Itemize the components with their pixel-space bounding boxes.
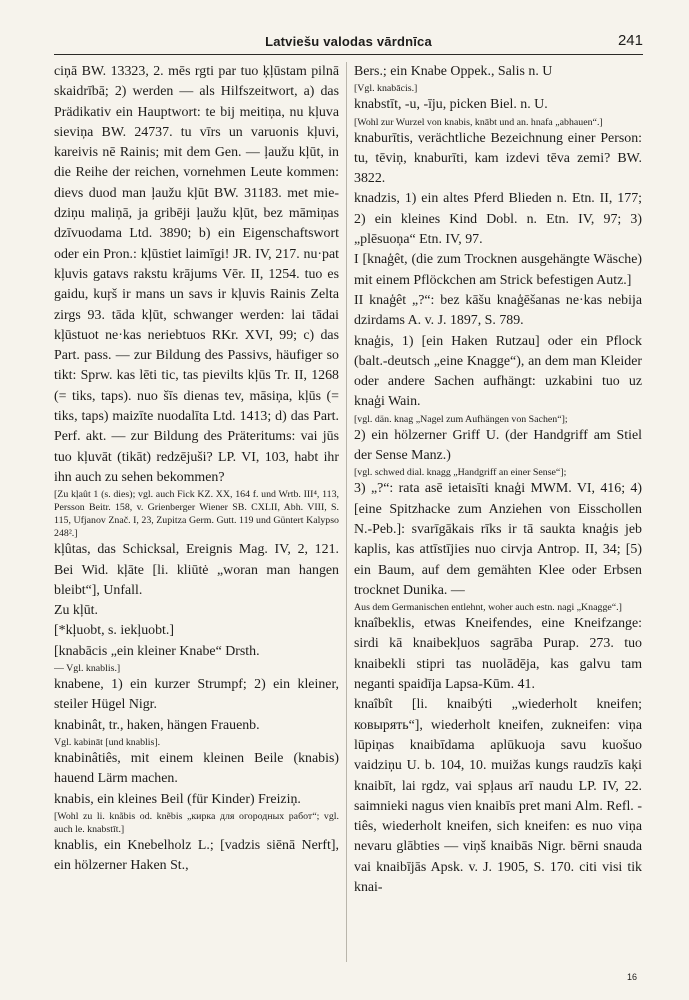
entry-kluobt: [*kļuobt, s. iekļuobt.] [54,623,174,639]
entry-knabstit-note: [Wohl zur Wurzel von knabis, knābt und an. hnafa „abhauen“.] [354,116,603,128]
entry-knabinat-note: Vgl. kabināt [und knablis]. [54,736,161,748]
entry-knabacis-note: — Vgl. knablis.] [54,663,121,675]
column-divider [346,62,347,962]
entry-klutas-ref: Zu kļūt. [54,603,98,619]
entry-knaibit: knaîbît [li. knaibýti „wiederholt kneifen; ковырять“], wiederholt kneifen, zukneifen: viņa lūpiņas knaibīdama aplūkuoja savu kuošuo vaidziņu U. b. 104, 10. muižas kungs raudzīs kaķi knaibīt, lai rgdz, vai spļaus arī naudu LP. IV, 22. saimnieki nagus vien knaibīs pret mani Alm. Refl. -tiês, wiederholt kneifen, sich kneifen: es nuo viņa nevaru glābties — viņš knaibās Nigr. bērni snauda vai knaibījās Apsk. v. J. 1905, S. 170. citi visi tik knai- [354,697,642,895]
page-number: 241 [617,32,643,49]
entry-knagis-3: 3) „?“: rata asē ietaisīti knaģi MWM. VI, 416; 4) [eine Spitzhacke zum Anziehen von Eisschollen N.-Peb.]: svarīgākais rīks ir tā saukta knaģis jeb kaplis, kas attīstījies nuo cirvja Antrop. II, 34; [5) ein Baum, auf dem gemähten Klee oder Erbsen trocknet Dunika. — [354,481,642,598]
entry-knaburitis: knaburītis, verächtliche Bezeichnung einer Person: tu, tēviņ, knaburīti, kam izdevi tēva zemi? BW. 3822. [354,130,642,187]
entry-knablis-continuation: Bers.; ein Knabe Oppek., Salis n. U [354,64,553,79]
entry-knagis-note-2: [vgl. schwed dial. knagg „Handgriff an einer Sense“]; [354,467,567,479]
entry-knabstit: knabstīt, -u, -īju, picken Biel. n. U. [354,97,548,113]
entry-knadzis: knadzis, 1) ein altes Pferd Blieden n. Etn. II, 177; 2) ein kleines Kind Dobl. n. Etn. IV, 97; 3) „plēsuoņa“ Etn. IV, 97. [354,191,642,248]
entry-knablis: knablis, ein Knebelholz L.; [vadzis siēnā Nerft], ein hölzerner Haken St., [54,837,339,874]
entry-knablis-note: [Vgl. knabācis.] [354,83,418,95]
entry-klutas: kļûtas, das Schicksal, Ereignis Mag. IV, 2, 121. Bei Wid. kļāte [li. kliūtė „woran man hangen bleibt“], Unfall. [54,542,339,598]
entry-knagis-note-1: [vgl. dän. knag „Nagel zum Aufhängen von Sachen“]; [354,413,568,425]
page-header [54,34,643,55]
etymology-note: [Zu kļaût 1 (s. dies); vgl. auch Fick KZ. XX, 164 f. und Wrtb. III⁴, 113, Persson Beitr. 158, v. Grienberger Wiener SB. CXLII, Abh. VIII, S. 115, Ufjanov Znač. I, 23, Zupitza Germ. Gutt. 119 und Güntert Kalypso 248².] [54,489,339,540]
signature-mark: 16 [626,972,637,982]
entry-knabis: knabis, ein kleines Beil (für Kinder) Freiziņ. [54,791,301,807]
entry-knabinat: knabinât, tr., haken, hängen Frauenb. [54,717,260,733]
entry-knagis: knaģis, 1) [ein Haken Rutzau] oder ein Pflock (balt.-deutsch „eine Knagge“), an dem man Kleider oder andere Sachen aufhängt: uzkabini tuo uz knaģi Wain. [354,333,642,410]
entry-knagis-note-3: Aus dem Germanischen entlehnt, woher auch estn. nagi „Knagge“.] [354,602,622,614]
left-column [54,62,339,967]
entry-knagis-2: 2) ein hölzerner Griff U. (der Handgriff am Stiel der Sense Manz.) [354,427,642,464]
entry-knabinaties: knabinâtiês, mit einem kleinen Beile (knabis) hauend Lärm machen. [54,750,339,787]
right-column [354,62,642,967]
entry-knaibeklis: knaîbeklis, etwas Kneifendes, eine Kneifzange: sirdi kā knaibekļuos sagrāba Purap. 273. tuo knaibekli stipri tas nuolādēja, kas galvu tam neganti spaidīja Lapsa-Kūm. 41. [354,616,642,693]
entry-klut-continuation: ciņā BW. 13323, 2. mēs rgti par tuo ķļūstam pilnā skaidrībā; 2) werden — als Hilfszeitwort, a) das Prädikativ ein Hauptwort: te bij meitiņa, nu kļuva sieviņa BW. 24737. tu vīrs un varuonis kļuvi, kareivis nē Rainis; mit dem Gen. — ļaužu kļūt, in die Reihe der reichen, vornehmen Leute kommen: dievs duod man ļaužu kļūt BW. 31183. met mie- dziņu maliņā, ja gribēji ļaužu kļūt, bez māmiņas dzīvuodama Ltd. 3890; b) ein Eigenschaftswort oder ein Pron.: kļūstiet laimīgi! JR. IV, 217. nu·pat kļuvis gatavs rakstu krājums Vēr. II, 1254. tuo es gaidu, kuŗš ir mans un savs ir kļuvis Rainis Zelta zirgs 93. tāda kļūt, schwanger werden: lai tādai kļūstuot ne·kas neriebtuos RKr. XVI, 99; c) das Part. pass. — zur Bildung des Passivs, häufiger so tikt: Sprw. kas lēti tic, tas pievilts kļūs Tr. II, 1268 (= tiks, taps). nuo šīs dienas tev, māsiņa, kļūs (= tiks, taps) maizīte nuodalīta Ltd. 1413; d) das Part. Perf. akt. — zur Bildung des Präteritums: vai jūs tuo kļuvāt (tikāt) redzējuši? LP. VI, 103, habt ihr ihn auch zu sehen bekommen? [54,64,339,485]
entry-knabene: knabene, 1) ein kurzer Strumpf; 2) ein kleiner, steiler Hügel Nigr. [54,677,339,713]
running-title: Latviešu valodas vārdnīca [265,34,432,49]
entry-knabis-note: [Wohl zu li. knãbis od. knẽbis „кирка для огородных работ“; vgl. auch le. knabstīt.] [54,810,339,835]
entry-knaget-2: II knaģêt „?“: bez kāšu knaģēšanas ne·kas nebija dzirdams A. v. J. 1897, S. 789. [354,292,642,329]
entry-knaget-1: I [knaģêt, (die zum Trocknen ausgehängte Wäsche) mit einem Pflöckchen am Strick befestigen Autz.] [354,252,642,288]
entry-knabacis: [knabācis „ein kleiner Knabe“ Drsth. [54,643,260,659]
